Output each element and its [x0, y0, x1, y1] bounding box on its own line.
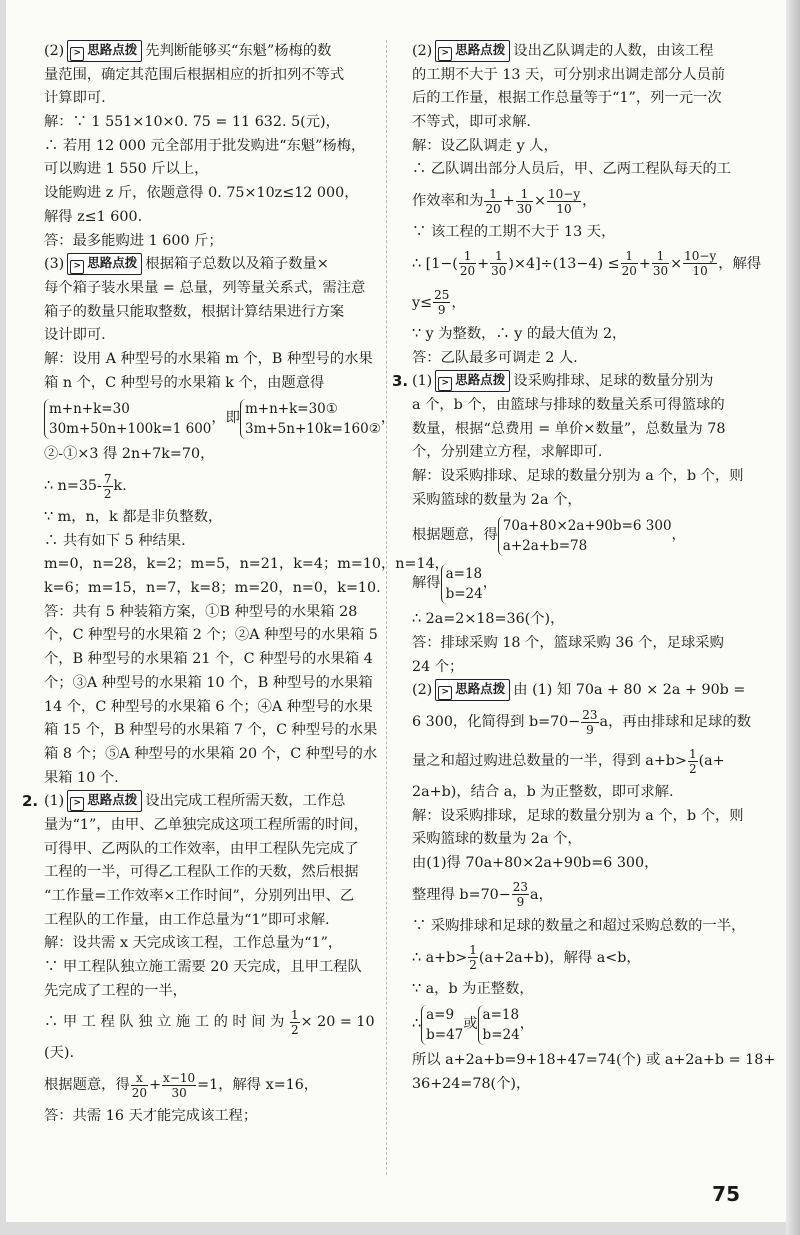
right-column [392, 40, 776, 1097]
text-line: 答：共有 5 种装箱方案，①B 种型号的水果箱 28 [44, 603, 358, 620]
text-line: 个；③A 种型号的水果箱 10 个，B 种型号的水果箱 [44, 674, 373, 691]
text-line: 解得 z≤1 600. [44, 208, 143, 225]
text-line: 可得甲、乙两队的工作效率，由甲工程队先完成了 [44, 840, 359, 857]
text-line: 个，B 种型号的水果箱 21 个，C 种型号的水果箱 4 [44, 651, 373, 668]
text-line: ∵ a，b 为正整数， [412, 980, 534, 997]
text-line: 工程队的工作量，由工作总量为“1”即可求解. [44, 911, 330, 928]
formula-line: ∴ 甲 工 程 队 独 立 施 工 的 时 间 为 $\frac{1}{2}$ × 20 = 10 [44, 1007, 375, 1037]
formula-line: ∴ a+b> $\frac{1}{2}$ (a+2a+b)，解得 a<b， [412, 943, 641, 972]
fraction: $\frac{x-10}{30}$ [163, 1070, 196, 1100]
text-line: 24 个； [412, 658, 464, 675]
text-line: 设能购进 z 斤，依题意得 0. 75×10z≤12 000， [44, 185, 359, 202]
text-line: 数量，根据“总费用 = 单价×数量”，总数量为 78 [412, 420, 726, 437]
arrow-icon: > [70, 797, 84, 811]
text-line: 解：∵ 1 551×10×0. 75 = 11 632. 5(元)， [44, 114, 340, 131]
text-line: 2. (1) > 思路点拨 设出完成工程所需天数，工作总 [44, 790, 378, 814]
text-line: 可以购进 1 550 斤以上， [44, 161, 209, 178]
hint-badge: > 思路点拨 [67, 790, 142, 812]
fraction: $\frac{7}{2}$ [103, 471, 112, 501]
text-line: a 个，b 个，由篮球与排球的数量关系可得篮球的 [412, 396, 725, 413]
text-line: 解：设采购排球、足球的数量分别为 a 个，b 个，则 [412, 467, 744, 484]
text-line: 工程的一半，可得乙工程队工作的天数，然后根据 [44, 864, 359, 881]
hint-badge: > 思路点拨 [67, 40, 142, 62]
formula-line: 量之和超过购进总数量的一半，得到 a+b> $\frac{1}{2}$ (a+ [412, 746, 725, 776]
text-line: 每个箱子装水果量 = 总量，列等量关系式，需注意 [44, 279, 366, 296]
text-line: 答：乙队最多可调走 2 人. [412, 349, 578, 366]
hint-badge: > 思路点拨 [67, 253, 142, 275]
hint-badge: > 思路点拨 [435, 370, 510, 392]
text-line: 14 个，C 种型号的水果箱 6 个；④A 种型号的水果 [44, 698, 373, 715]
text-line: (2) > 思路点拨 由 (1) 知 70a + 80 × 2a + 90b = [412, 679, 764, 703]
fraction: $\frac{1}{30}$ [652, 249, 669, 279]
fraction: $\frac{1}{20}$ [485, 186, 501, 216]
fraction: $\frac{23}{9}$ [512, 880, 529, 910]
text-line: ∵ m，n，k 都是非负整数， [44, 509, 223, 525]
text-line: ∴ 若用 12 000 元全部用于批发购进“东魁”杨梅， [44, 137, 366, 154]
hint-badge: > 思路点拨 [435, 40, 510, 62]
formula-line: ∴ n=35- $\frac{7}{2}$ k. [44, 471, 127, 501]
text-line: 个，分别建立方程，求解即可. [412, 444, 603, 461]
text-line: 不等式，即可求解. [412, 114, 531, 131]
equation-system-line: 根据题意，得 70a+80×2a+90b=6 300 a+2a+b=78 ， [412, 518, 686, 555]
text-line: 量范围，确定其范围后根据相应的折扣列不等式 [44, 66, 345, 83]
text-line: 个，C 种型号的水果箱 2 个；②A 种型号的水果箱 5 [44, 627, 378, 644]
fraction: $\frac{x}{20}$ [131, 1070, 148, 1100]
text-line: 解：设采购排球，足球的数量分别为 a 个，b 个，则 [412, 807, 744, 824]
formula-line: ∴ [1−( $\frac{1}{20}$ + $\frac{1}{30}$ )×4]÷(13−4) ≤ $\frac{1}{20}$ + $\frac{1}{30}$ × $\frac{10-y}{10}$ ，解得 [412, 249, 762, 279]
text-line: 采购篮球的数量为 2a 个， [412, 491, 582, 508]
fraction: $\frac{1}{20}$ [621, 249, 637, 279]
fraction: $\frac{1}{30}$ [491, 249, 507, 279]
text-line: ②-①×3 得 2n+7k=70， [44, 446, 215, 463]
fraction: $\frac{1}{2}$ [469, 943, 477, 972]
page-number: 75 [712, 1182, 740, 1206]
formula-line: y≤ $\frac{25}{9}$ ， [412, 288, 466, 318]
arrow-icon: > [438, 686, 452, 700]
fraction: $\frac{10-y}{10}$ [684, 249, 717, 279]
text-line: 解：设共需 x 天完成该工程，工作总量为“1”， [44, 935, 343, 952]
text-line: 2a+b)，结合 a，b 为正整数，即可求解. [412, 784, 674, 801]
text-line: “工作量=工作效率×工作时间”，分别列出甲、乙 [44, 888, 355, 904]
fraction: $\frac{1}{2}$ [688, 746, 697, 776]
column-divider [386, 40, 387, 1175]
text-line: ∴ 共有如下 5 种结果. [44, 532, 186, 549]
text-line: 量为“1”，由甲、乙单独完成这项工程所需的时间， [44, 816, 368, 833]
text-line: 箱 15 个，B 种型号的水果箱 7 个，C 种型号的水果 [44, 722, 378, 739]
equation-system: 70a+80×2a+90b=6 300 a+2a+b=78 [498, 516, 672, 556]
text-line: 的工期不大于 13 天，可分别求出调走部分人员前 [412, 66, 726, 83]
text-line: 箱 n 个，C 种型号的水果箱 k 个，由题意得 [44, 374, 325, 391]
fraction: $\frac{23}{9}$ [582, 707, 598, 737]
text-line: (天). [44, 1045, 74, 1062]
formula-line: 整理得 b=70− $\frac{23}{9}$ a， [412, 880, 553, 910]
text-line: ∵ 该工程的工期不大于 13 天， [412, 224, 616, 241]
text-line: (3) > 思路点拨 根据箱子总数以及箱子数量× [44, 253, 378, 277]
text-line: (2) > 思路点拨 设出乙队调走的人数，由该工程 [412, 40, 764, 64]
text-line: m=0，n=28，k=2；m=5，n=21，k=4；m=10，n=14， [44, 556, 449, 573]
fraction: $\frac{25}{9}$ [434, 288, 450, 318]
equation-system-line: ∴ a=9 b=47 或 a=18 b=24 ， [412, 1007, 534, 1044]
text-line: 采购篮球的数量为 2a 个， [412, 831, 582, 848]
text-line: ∵ 甲工程队独立施工需要 20 天完成，且甲工程队 [44, 959, 362, 976]
question-number: 2. [22, 792, 39, 811]
text-line: k=6；m=15，n=7，k=8；m=20，n=0，k=10. [44, 580, 381, 597]
text-line: (2) > 思路点拨 先判断能够买“东魁”杨梅的数 [44, 40, 378, 64]
fraction: $\frac{10-y}{10}$ [548, 186, 581, 216]
equation-system: a=18 b=24 [441, 564, 483, 604]
text-line: 果箱 10 个. [44, 769, 119, 786]
fraction: $\frac{1}{30}$ [516, 186, 533, 216]
equation-system: a=18 b=24 [478, 1005, 520, 1045]
text-line: 答：共需 16 天才能完成该工程； [44, 1108, 258, 1125]
text-line: 后的工作量，根据工作总量等于“1”，列一元一次 [412, 90, 722, 107]
text-line: 答：最多能购进 1 600 斤； [44, 232, 223, 249]
text-line: 箱 8 个；⑤A 种型号的水果箱 20 个，C 种型号的水 [44, 745, 378, 762]
fraction: $\frac{1}{20}$ [459, 249, 476, 279]
text-line: 先完成了工程的一半， [44, 982, 187, 999]
text-line: 3. (1) > 思路点拨 设采购排球、足球的数量分别为 [412, 370, 764, 394]
arrow-icon: > [70, 47, 84, 61]
arrow-icon: > [438, 47, 452, 61]
text-line: 解：设用 A 种型号的水果箱 m 个，B 种型号的水果 [44, 350, 373, 367]
hint-badge: > 思路点拨 [435, 679, 510, 701]
fraction: $\frac{1}{2}$ [290, 1007, 299, 1037]
equation-system-line: 解得 a=18 b=24 ， [412, 566, 498, 603]
arrow-icon: > [70, 260, 84, 274]
equation-system: a=9 b=47 [421, 1005, 463, 1045]
equation-system-line: m+n+k=30 30m+50n+100k=1 600 ，即 m+n+k=30① 3m+5n+10k=160② ， [44, 395, 378, 443]
text-line: 所以 a+2a+b=9+18+47=74(个) 或 a+2a+b = 18+ [412, 1052, 776, 1069]
text-line: ∵ y 为整数，∴ y 的最大值为 2， [412, 325, 627, 342]
text-line: 箱子的数量只能取整数，根据计算结果进行方案 [44, 303, 345, 320]
text-line: 由(1)得 70a+80×2a+90b=6 300， [412, 855, 659, 872]
page-edge [786, 0, 800, 1235]
equation-system: m+n+k=30① 3m+5n+10k=160② [240, 399, 381, 439]
text-line: ∴ 乙队调出部分人员后，甲、乙两工程队每天的工 [412, 161, 732, 178]
formula-line: 作效率和为 $\frac{1}{20}$ + $\frac{1}{30}$ × $\frac{10-y}{10}$ ， [412, 186, 597, 216]
text-line: ∵ 采购排球和足球的数量之和超过采购总数的一半， [412, 917, 746, 934]
equation-system: m+n+k=30 30m+50n+100k=1 600 [44, 399, 211, 439]
text-line: 36+24=78(个)， [412, 1075, 531, 1092]
text-line: ∴ 2a=2×18=36(个)， [412, 611, 565, 628]
formula-line: 6 300，化简得到 b=70− $\frac{23}{9}$ a，再由排球和足球的数 [412, 707, 752, 737]
question-number: 3. [392, 372, 409, 391]
formula-line: 根据题意，得 $\frac{x}{20}$ + $\frac{x-10}{30}$ =1，解得 x=16， [44, 1070, 319, 1100]
arrow-icon: > [438, 377, 452, 391]
text-line: 设计即可. [44, 327, 106, 344]
text-line: 计算即可. [44, 90, 106, 107]
text-line: 答：排球采购 18 个，篮球采购 36 个，足球采购 [412, 635, 724, 651]
text-line: 解：设乙队调走 y 人， [412, 137, 558, 154]
